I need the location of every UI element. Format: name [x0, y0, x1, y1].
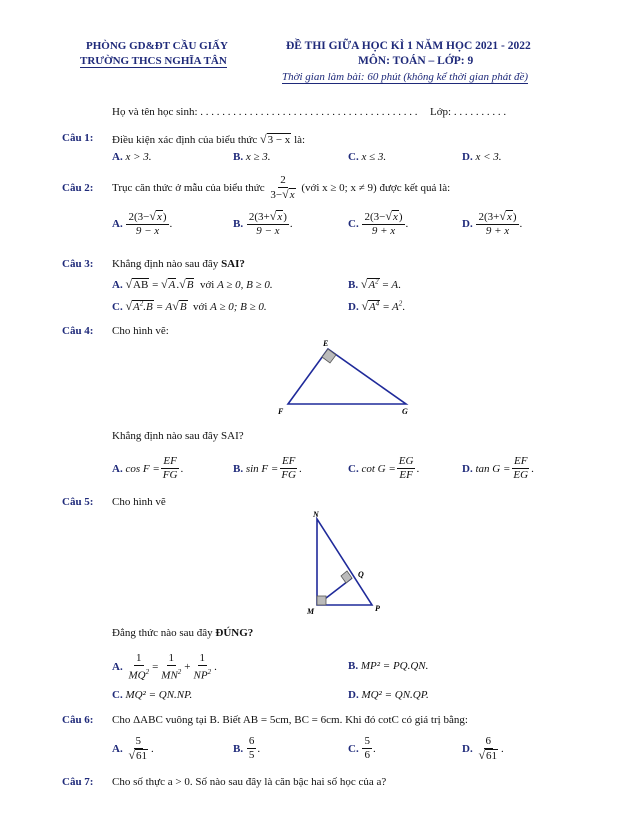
q6-option-b[interactable]: B. $\frac{6}{5}$ . — [233, 735, 261, 761]
question-label: Câu 7: — [62, 776, 94, 788]
triangle-efg — [288, 349, 406, 404]
question-3-text: Khẳng định nào sau đây SAI? — [112, 258, 245, 270]
label-m: M — [307, 607, 315, 616]
question-label: Câu 6: — [62, 714, 94, 726]
q4-option-b[interactable]: B. sin F = $\frac{EF}{FG}$ . — [233, 455, 302, 481]
right-angle-mark-q — [341, 571, 352, 583]
question-2-text: Trục căn thức ở mẫu của biểu thức $\frac{2}{3-√x}$ (với x ≥ 0; x ≠ 9) được kết quả là: — [112, 174, 451, 201]
label-e: E — [323, 339, 329, 348]
q2-option-b[interactable]: B. $\frac{2(3+√x)}{9 - x}$ . — [233, 209, 293, 237]
question-label: Câu 3: — [62, 258, 94, 270]
q6-option-c[interactable]: C. $\frac{5}{6}$ . — [348, 735, 376, 761]
class-line: Lớp: . . . . . . . . . . — [430, 106, 507, 118]
question-6-text: Cho ΔABC vuông tại B. Biết AB = 5cm, BC = 6cm. Khi đó cotC có giá trị bằng: — [112, 714, 468, 726]
q3-option-a[interactable]: A. √AB = √A.√B với A ≥ 0, B ≥ 0. — [112, 277, 273, 291]
label-q: Q — [358, 570, 364, 579]
triangle-efg-figure — [270, 338, 420, 418]
question-4-prompt: Khẳng định nào sau đây SAI? — [112, 430, 244, 442]
question-5-prompt: Đẳng thức nào sau đây ĐÚNG? — [112, 627, 254, 639]
q3-option-b[interactable]: B. $√A^2 = A$. — [348, 277, 401, 291]
q5-option-c[interactable]: C. MQ² = QN.NP. — [112, 689, 193, 701]
q4-option-a[interactable]: A. cos F = $\frac{EF}{FG}$ . — [112, 455, 184, 481]
question-label: Câu 1: — [62, 132, 94, 144]
right-angle-mark-e — [322, 349, 336, 363]
label-f: F — [278, 407, 284, 416]
radicand: 3 − x — [267, 134, 291, 146]
question-label: Câu 4: — [62, 325, 94, 337]
q5-option-a[interactable]: A. $\frac{1}{MQ^2}$ = $\frac{1}{MN^2}$ + $\frac{1}{NP^2}$ . — [112, 652, 217, 682]
triangle-mnp — [317, 519, 372, 605]
q3-option-c[interactable]: C. $√A^2.B = A√B$ với A ≥ 0; B ≥ 0. — [112, 299, 267, 313]
q4-option-c[interactable]: C. cot G = $\frac{EG}{EF}$ . — [348, 455, 420, 481]
department-name: PHÒNG GD&ĐT CẦU GIẤY — [86, 40, 228, 52]
q3-option-d[interactable]: D. $√A^4 = A^2$. — [348, 299, 405, 313]
triangle-mnp-figure — [300, 505, 390, 620]
label-n: N — [313, 510, 319, 519]
student-name-line: Họ và tên học sinh: . . . . . . . . . . . . . . . . . . . . . . . . . . . . . . . . . . . . . . . . — [112, 106, 418, 118]
exam-title: ĐỀ THI GIỮA HỌC KÌ 1 NĂM HỌC 2021 - 2022 — [286, 40, 531, 52]
q1-option-b[interactable]: B. x ≥ 3. — [233, 151, 271, 163]
question-4-text: Cho hình vẽ: — [112, 325, 169, 337]
q6-option-a[interactable]: A. $\frac{5}{√61}$ . — [112, 735, 154, 762]
q5-option-d[interactable]: D. MQ² = QN.QP. — [348, 689, 429, 701]
question-7-text: Cho số thực a > 0. Số nào sau đây là căn bậc hai số học của a? — [112, 776, 387, 788]
q2-option-a[interactable]: A. $\frac{2(3-√x)}{9 - x}$ . — [112, 209, 173, 237]
q5-option-b[interactable]: B. MP² = PQ.QN. — [348, 660, 429, 672]
exam-subject: MÔN: TOÁN – LỚP: 9 — [358, 55, 474, 67]
q1-option-d[interactable]: D. x < 3. — [462, 151, 502, 163]
question-1-text: Điều kiện xác định của biểu thức √3 − x là: — [112, 132, 306, 146]
q1-option-c[interactable]: C. x ≤ 3. — [348, 151, 387, 163]
school-name: TRƯỜNG THCS NGHĨA TÂN — [80, 55, 227, 67]
label-p: P — [375, 604, 380, 613]
right-angle-mark-m — [317, 596, 326, 605]
question-label: Câu 5: — [62, 496, 94, 508]
label-g: G — [402, 407, 408, 416]
q4-option-d[interactable]: D. tan G = $\frac{EF}{EG}$ . — [462, 455, 534, 481]
q1-option-a[interactable]: A. x > 3. — [112, 151, 152, 163]
question-label: Câu 2: — [62, 182, 94, 194]
q2-option-d[interactable]: D. $\frac{2(3+√x)}{9 + x}$ . — [462, 209, 523, 237]
question-5-text: Cho hình vẽ — [112, 496, 166, 508]
q6-option-d[interactable]: D. $\frac{6}{√61}$ . — [462, 735, 504, 762]
q2-option-c[interactable]: C. $\frac{2(3-√x)}{9 + x}$ . — [348, 209, 409, 237]
exam-time: Thời gian làm bài: 60 phút (không kể thời gian phát đề) — [282, 71, 529, 83]
